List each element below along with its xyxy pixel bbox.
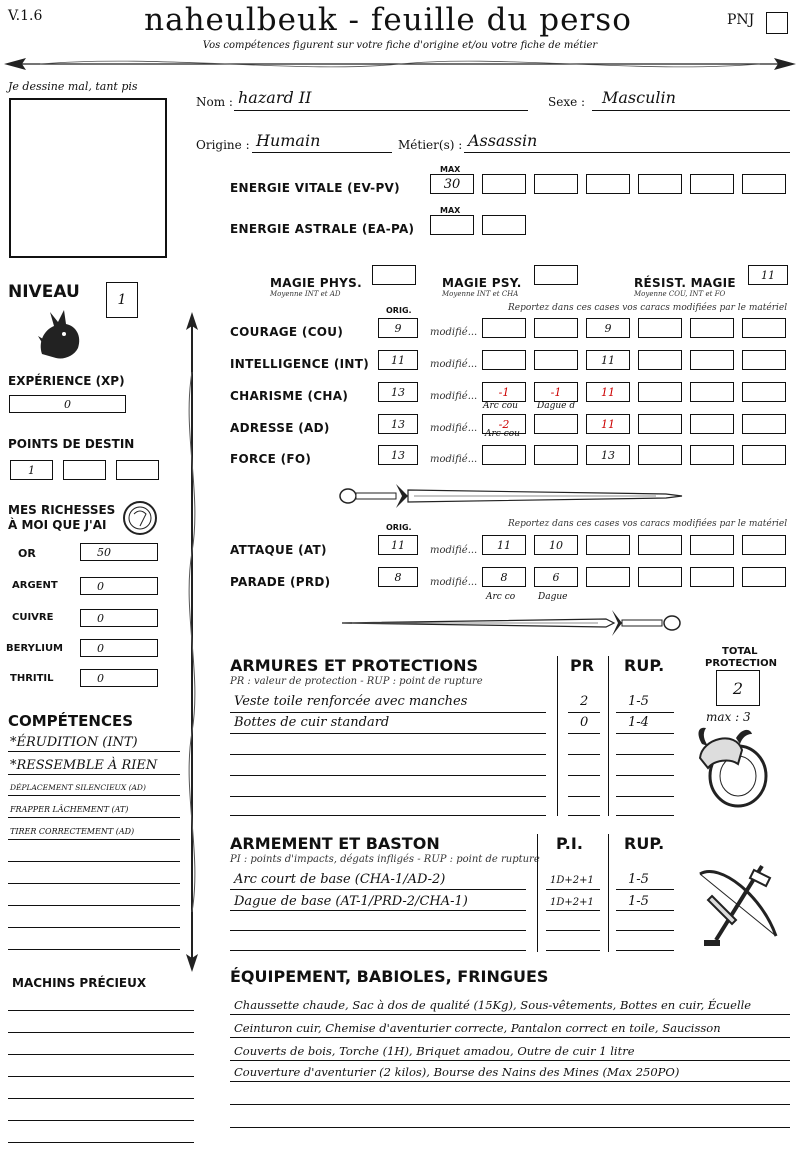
ev-box[interactable] (482, 174, 526, 194)
armement-sub: PI : points d'impacts, dégats infligés - RUP : point de rupture (230, 854, 540, 865)
niveau-label: NIVEAU (8, 282, 80, 302)
destin-box[interactable]: 1 (10, 460, 53, 480)
carac-mod-box[interactable] (742, 382, 786, 402)
combat-orig-box[interactable]: 8 (378, 567, 418, 587)
resist-magie-sub: Moyenne COU, INT et FO (634, 290, 726, 298)
origine-label: Origine : (196, 138, 250, 152)
coin-label: ARGENT (12, 580, 58, 591)
competence-item: *RESSEMBLE À RIEN (10, 758, 158, 773)
carac-orig-box[interactable]: 9 (378, 318, 418, 338)
mod-source-note: Dague (538, 592, 568, 602)
origine-value[interactable]: Humain (256, 131, 321, 150)
modifie-label: modifié... (430, 391, 478, 402)
ea-label: ENERGIE ASTRALE (EA-PA) (230, 222, 415, 236)
carac-label-int: INTELLIGENCE (INT) (230, 357, 369, 371)
competence-item: FRAPPER LÂCHEMENT (AT) (10, 805, 129, 814)
vertical-spear (180, 312, 204, 972)
modifie-label: modifié... (430, 545, 478, 556)
carac-mod-box[interactable] (690, 445, 734, 465)
carac-mod-box[interactable] (690, 318, 734, 338)
armure-pr[interactable]: 0 (580, 715, 589, 730)
modifie-label: modifié... (430, 327, 478, 338)
mod-source-note: Arc co (486, 592, 516, 602)
ev-max-box[interactable]: 30 (430, 174, 474, 194)
resist-magie-box[interactable]: 11 (748, 265, 788, 285)
carac-mod-box[interactable] (638, 414, 682, 434)
combat-label-prd: PARADE (PRD) (230, 575, 331, 589)
metier-value[interactable]: Assassin (468, 131, 538, 150)
xp-box[interactable]: 0 (9, 395, 126, 413)
destin-box[interactable] (63, 460, 106, 480)
armure-pr[interactable]: 2 (580, 694, 589, 709)
equipement-line[interactable]: Couverture d'aventurier (2 kilos), Bourse des Nains des Mines (Max 250PO) (234, 1065, 680, 1079)
carac-mod-box[interactable] (534, 318, 578, 338)
armure-name[interactable]: Bottes de cuir standard (234, 715, 390, 730)
mod-source-note: Arc cou (485, 429, 520, 439)
total-protection-label-2: PROTECTION (705, 658, 777, 669)
armures-title: ARMURES ET PROTECTIONS (230, 656, 478, 675)
modifie-label: modifié... (430, 423, 478, 434)
armement-col-rup: RUP. (624, 834, 665, 853)
ev-box[interactable] (742, 174, 786, 194)
coin-box[interactable]: 0 (80, 639, 158, 657)
coin-label: CUIVRE (12, 612, 54, 623)
arme-rup[interactable]: 1-5 (628, 872, 649, 887)
carac-mod-box[interactable]: 11 (586, 382, 630, 402)
carac-mod-box[interactable] (534, 445, 578, 465)
page-title: naheulbeuk - feuille du perso (144, 2, 632, 38)
carac-mod-box[interactable] (482, 445, 526, 465)
niveau-box[interactable]: 1 (106, 282, 138, 318)
magie-phys-label: MAGIE PHYS. (270, 276, 362, 290)
total-protection-max: max : 3 (706, 710, 751, 724)
carac-mod-box[interactable] (638, 350, 682, 370)
combat-mod-box[interactable]: 11 (482, 535, 526, 555)
ev-box[interactable] (534, 174, 578, 194)
carac-mod-box[interactable]: 11 (586, 350, 630, 370)
magie-psy-label: MAGIE PSY. (442, 276, 522, 290)
ev-box[interactable] (638, 174, 682, 194)
modifie-label: modifié... (430, 359, 478, 370)
combat-orig-label: ORIG. (386, 523, 412, 532)
carac-mod-box[interactable] (534, 414, 578, 434)
arme-name[interactable]: Dague de base (AT-1/PRD-2/CHA-1) (234, 894, 468, 909)
combat-mod-box[interactable] (586, 567, 630, 587)
combat-mod-box[interactable]: 8 (482, 567, 526, 587)
coin-box[interactable]: 0 (80, 669, 158, 687)
resist-magie-label: RÉSIST. MAGIE (634, 276, 736, 290)
portrait-box[interactable] (9, 98, 167, 258)
carac-orig-box[interactable]: 13 (378, 382, 418, 402)
arme-pi[interactable]: 1D+2+1 (550, 875, 594, 886)
ev-box[interactable] (690, 174, 734, 194)
destin-box[interactable] (116, 460, 159, 480)
equipement-title: ÉQUIPEMENT, BABIOLES, FRINGUES (230, 967, 549, 986)
combat-mod-box[interactable] (690, 535, 734, 555)
arme-pi[interactable]: 1D+2+1 (550, 897, 594, 908)
carac-mod-box[interactable]: -2 (482, 414, 526, 434)
sword-divider (336, 480, 686, 512)
nom-label: Nom : (196, 95, 233, 109)
magie-phys-box[interactable] (372, 265, 416, 285)
sexe-label: Sexe : (548, 95, 586, 109)
competence-item: *ÉRUDITION (INT) (10, 735, 138, 750)
coin-box[interactable]: 50 (80, 543, 158, 561)
modifie-label: modifié... (430, 577, 478, 588)
ev-box[interactable] (586, 174, 630, 194)
sexe-value[interactable]: Masculin (602, 88, 676, 107)
combat-mod-box[interactable] (742, 567, 786, 587)
metier-label: Métier(s) : (398, 138, 463, 152)
arme-rup[interactable]: 1-5 (628, 894, 649, 909)
dragon-icon (34, 302, 86, 362)
header-spear-divider (0, 52, 800, 76)
carac-orig-box[interactable]: 11 (378, 350, 418, 370)
armure-rup[interactable]: 1-4 (628, 715, 649, 730)
total-protection-label: TOTAL (722, 646, 758, 657)
carac-mod-box[interactable]: 9 (586, 318, 630, 338)
carac-orig-box[interactable]: 13 (378, 445, 418, 465)
carac-note: Reportez dans ces cases vos caracs modifiées par le matériel (508, 303, 788, 313)
carac-mod-box[interactable]: -1 (534, 382, 578, 402)
portrait-label: Je dessine mal, tant pis (8, 80, 138, 93)
arme-name[interactable]: Arc court de base (CHA-1/AD-2) (234, 872, 446, 887)
carac-label-ad: ADRESSE (AD) (230, 421, 330, 435)
nom-value[interactable]: hazard II (238, 88, 312, 107)
coin-label: OR (18, 547, 36, 560)
combat-mod-box[interactable]: 10 (534, 535, 578, 555)
page-subtitle: Vos compétences figurent sur votre fiche d'origine et/ou votre fiche de métier (202, 40, 598, 51)
combat-mod-box[interactable] (638, 567, 682, 587)
mod-source-note: Dague d (537, 401, 576, 411)
armures-sub: PR : valeur de protection - RUP : point de rupture (230, 676, 483, 687)
coin-box[interactable]: 0 (80, 577, 158, 595)
armure-rup[interactable]: 1-5 (628, 694, 649, 709)
carac-mod-box[interactable] (534, 350, 578, 370)
equipement-line[interactable]: Ceinturon cuir, Chemise d'aventurier correcte, Pantalon correct en toile, Saucisson (234, 1021, 721, 1035)
carac-mod-box[interactable] (742, 445, 786, 465)
carac-mod-box[interactable]: 13 (586, 445, 630, 465)
carac-mod-box[interactable] (742, 350, 786, 370)
coin-box[interactable]: 0 (80, 609, 158, 627)
richesses-label: MES RICHESSES (8, 503, 116, 517)
competences-label: COMPÉTENCES (8, 712, 134, 730)
total-protection-box[interactable]: 2 (716, 670, 760, 706)
ea-max-label: MAX (440, 206, 461, 215)
combat-note: Reportez dans ces cases vos caracs modifiées par le matériel (508, 519, 788, 529)
carac-label-fo: FORCE (FO) (230, 452, 312, 466)
equipement-line[interactable]: Couverts de bois, Torche (1H), Briquet amadou, Outre de cuir 1 litre (234, 1044, 635, 1058)
carac-label-cou: COURAGE (COU) (230, 325, 344, 339)
combat-mod-box[interactable] (690, 567, 734, 587)
carac-orig-label: ORIG. (386, 306, 412, 315)
ea-max-box[interactable] (430, 215, 474, 235)
armures-col-rup: RUP. (624, 656, 665, 675)
carac-mod-box[interactable] (638, 318, 682, 338)
carac-label-cha: CHARISME (CHA) (230, 389, 349, 403)
helmet-shield-icon (692, 724, 778, 810)
carac-mod-box[interactable] (690, 414, 734, 434)
richesses-label-2: À MOI QUE J'AI (8, 518, 107, 532)
combat-mod-box[interactable] (638, 535, 682, 555)
combat-orig-box[interactable]: 11 (378, 535, 418, 555)
armement-col-pi: P.I. (556, 834, 583, 853)
carac-mod-box[interactable] (742, 318, 786, 338)
pnj-checkbox[interactable] (766, 12, 788, 34)
carac-mod-box[interactable] (638, 445, 682, 465)
mod-source-note: Arc cou (483, 401, 518, 411)
equipement-line[interactable]: Chaussette chaude, Sac à dos de qualité (15Kg), Sous-vêtements, Bottes en cuir, Écuelle (234, 998, 752, 1012)
magie-psy-box[interactable] (534, 265, 578, 285)
sword-divider (336, 606, 686, 640)
combat-label-at: ATTAQUE (AT) (230, 543, 327, 557)
weapons-icon (692, 856, 788, 952)
carac-mod-box[interactable] (638, 382, 682, 402)
coin-icon (122, 500, 158, 536)
carac-mod-box[interactable]: -1 (482, 382, 526, 402)
armure-name[interactable]: Veste toile renforcée avec manches (234, 694, 468, 709)
modifie-label: modifié... (430, 454, 478, 465)
carac-mod-box[interactable]: 11 (586, 414, 630, 434)
ev-label: ENERGIE VITALE (EV-PV) (230, 181, 400, 195)
competence-item: TIRER CORRECTEMENT (AD) (10, 827, 135, 836)
armures-col-pr: PR (570, 656, 595, 675)
coin-label: THRITIL (10, 673, 54, 684)
magie-phys-sub: Moyenne INT et AD (270, 290, 341, 298)
machins-label: MACHINS PRÉCIEUX (12, 976, 147, 990)
ea-box[interactable] (482, 215, 526, 235)
version-label: V.1.6 (8, 8, 43, 24)
combat-mod-box[interactable] (742, 535, 786, 555)
coin-label: BERYLIUM (6, 643, 64, 654)
competence-item: DÉPLACEMENT SILENCIEUX (AD) (10, 783, 146, 792)
carac-mod-box[interactable] (742, 414, 786, 434)
destin-label: POINTS DE DESTIN (8, 437, 135, 451)
combat-mod-box[interactable] (586, 535, 630, 555)
carac-orig-box[interactable]: 13 (378, 414, 418, 434)
carac-mod-box[interactable] (482, 350, 526, 370)
ev-max-label: MAX (440, 165, 461, 174)
magie-psy-sub: Moyenne INT et CHA (442, 290, 519, 298)
carac-mod-box[interactable] (690, 382, 734, 402)
armement-title: ARMEMENT ET BASTON (230, 834, 440, 853)
carac-mod-box[interactable] (690, 350, 734, 370)
combat-mod-box[interactable]: 6 (534, 567, 578, 587)
pnj-label: PNJ (727, 12, 755, 28)
xp-label: EXPÉRIENCE (XP) (8, 374, 125, 388)
carac-mod-box[interactable] (482, 318, 526, 338)
